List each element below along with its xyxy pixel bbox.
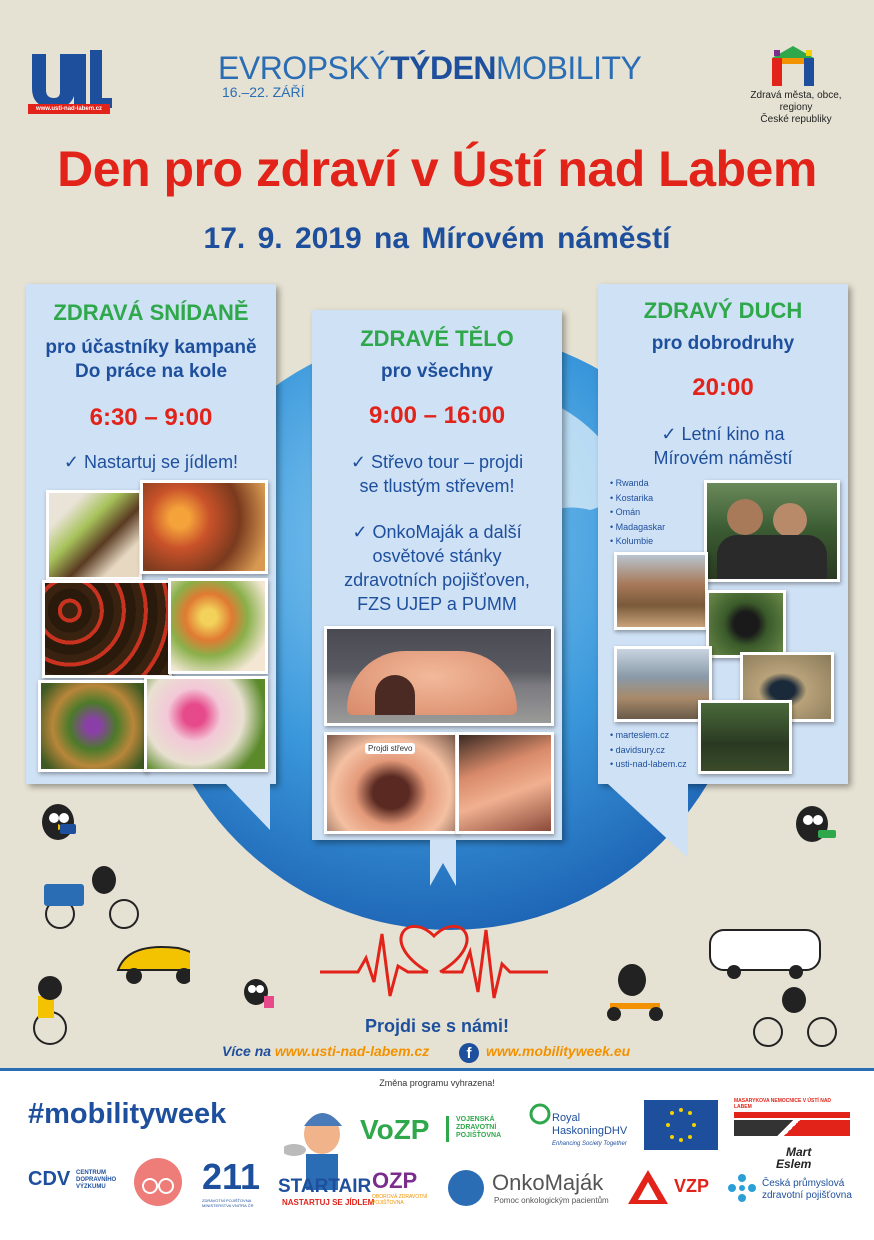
cta-walk-with-us: Projdi se s námi! xyxy=(364,1016,510,1036)
event-date-place: 17. 9. 2019 na Mírovém náměstí xyxy=(203,222,671,255)
doodle-bird-icon xyxy=(42,804,76,840)
ozp-text: OBOROVÁ ZDRAVOTNÍ POJIŠŤOVNA xyxy=(372,1194,428,1206)
body-item2-line1: ✓ OnkoMaják a další xyxy=(352,522,522,542)
vzp-icon xyxy=(626,1168,670,1206)
vzp-logo: VZP xyxy=(674,1176,710,1196)
spirit-title: ZDRAVÝ DUCH xyxy=(643,298,803,323)
cdv-logo: CDV xyxy=(28,1168,71,1190)
cdv-text: CENTRUM DOPRAVNÍHO VÝZKUMU xyxy=(76,1170,117,1190)
breakfast-item: ✓ Nastartuj se jídlem! xyxy=(63,452,239,472)
cargo-bike-icon xyxy=(44,866,138,928)
heartbeat-heart-icon xyxy=(318,912,550,1008)
photo-colon-inside xyxy=(456,732,554,834)
country-item: • Kostarika xyxy=(610,491,665,506)
photo-canyon xyxy=(614,552,708,630)
colon-sign-label: Projdi střevo xyxy=(365,743,415,754)
body-item2-line4: FZS UJEP a PUMM xyxy=(357,594,517,614)
country-item: • Madagaskar xyxy=(610,520,665,535)
bike-circle-icon xyxy=(134,1158,182,1206)
hashtag: #mobilityweek xyxy=(28,1098,227,1130)
spirit-link-list xyxy=(610,728,687,772)
usti-logo-url: www.usti-nad-labem.cz xyxy=(28,104,110,114)
breakfast-bubble-tail xyxy=(226,784,270,830)
breakfast-title: ZDRAVÁ SNÍDANĚ xyxy=(53,300,249,325)
spirit-item-line2: Mírovém náměstí xyxy=(653,448,793,468)
vozp-logo: VoZP xyxy=(360,1114,430,1145)
phone-bird-icon xyxy=(796,806,836,842)
country-item: • Rwanda xyxy=(610,476,665,491)
body-sub: pro všechny xyxy=(381,361,493,382)
facebook-icon[interactable]: f xyxy=(459,1043,479,1063)
link-item[interactable]: • usti-nad-labem.cz xyxy=(610,757,687,772)
link-item[interactable]: • marteslem.cz xyxy=(610,728,687,743)
more-info-prefix: Více na www.usti-nad-labem.cz xyxy=(222,1043,430,1059)
startair-sub: NASTARTUJ SE JÍDLEM xyxy=(282,1198,375,1207)
startair-logo: STARTAIR xyxy=(278,1176,372,1197)
onkomajak-icon xyxy=(448,1170,484,1206)
photo-jungle-guides xyxy=(698,700,792,774)
zdrava-mesta-text: Zdravá města, obce, regiony České republiky xyxy=(750,90,842,125)
country-item: • Omán xyxy=(610,505,665,520)
royal-haskoning-icon xyxy=(528,1102,552,1126)
spirit-item-line1: ✓ Letní kino na xyxy=(661,424,785,444)
bus-icon xyxy=(710,930,820,979)
link-mobilityweek[interactable]: www.mobilityweek.eu xyxy=(486,1043,631,1059)
breakfast-sub2: Do práce na kole xyxy=(74,361,228,382)
body-item2-line2: osvětové stánky xyxy=(372,546,502,566)
program-change-note: Změna programu vyhrazena! xyxy=(379,1078,495,1088)
ozp-logo: OZP xyxy=(372,1168,418,1193)
zp211-logo: 211 xyxy=(202,1156,261,1197)
photo-food-5 xyxy=(38,680,148,772)
country-item: • Kolumbie xyxy=(610,534,665,549)
photo-gorilla xyxy=(706,590,786,658)
zdrava-mesta-logo xyxy=(768,44,818,88)
royal-haskoning-logo: Royal HaskoningDHV Enhancing Society Together xyxy=(552,1112,628,1147)
body-time: 9:00 – 16:00 xyxy=(368,402,506,429)
eu-flag-icon xyxy=(644,1100,718,1150)
car-icon xyxy=(118,947,190,984)
spirit-sub: pro dobrodruhy xyxy=(651,333,795,354)
cpzp-icon xyxy=(726,1172,758,1204)
vozp-divider xyxy=(446,1116,449,1142)
photo-colon-entrance xyxy=(324,732,458,834)
scooter-icon xyxy=(607,964,663,1021)
breakfast-time: 6:30 – 9:00 xyxy=(89,404,213,431)
startair-mascot-icon xyxy=(284,1104,354,1234)
emw-logo: EVROPSKÝTÝDENMOBILITY xyxy=(218,50,642,86)
onkomajak-sub: Pomoc onkologickým pacientům xyxy=(494,1196,609,1205)
link-usti[interactable]: www.usti-nad-labem.cz xyxy=(274,1043,430,1059)
link-item[interactable]: • davidsury.cz xyxy=(610,743,687,758)
photo-adventurers xyxy=(704,480,840,582)
main-title: Den pro zdraví v Ústí nad Labem xyxy=(57,141,817,197)
photo-food-2 xyxy=(140,480,268,574)
photo-food-4 xyxy=(168,578,268,674)
body-item1-line1: ✓ Střevo tour – projdi xyxy=(350,452,524,472)
footer-divider xyxy=(0,1068,874,1071)
emw-date: 16.–22. ZÁŘÍ xyxy=(222,84,305,100)
spirit-country-list xyxy=(610,476,665,549)
zp211-sub: ZDRAVOTNÍ POJIŠŤOVNA MINISTERSTVA VNITRA ČR xyxy=(202,1198,254,1208)
masaryk-hospital-logo: MASARYKOVA NEMOCNICE V ÚSTÍ NAD LABEM xyxy=(734,1098,850,1138)
body-title: ZDRAVÉ TĚLO xyxy=(360,326,514,351)
cpzp-logo: Česká průmyslová zdravotní pojišťovna xyxy=(762,1178,852,1201)
photo-food-3 xyxy=(42,580,172,678)
breakfast-sub1: pro účastníky kampaně xyxy=(45,337,257,358)
body-bubble-tail-2 xyxy=(430,840,456,886)
doodle-characters-right xyxy=(590,800,850,1050)
mart-eslem-logo: Mart Eslem xyxy=(776,1145,812,1171)
spirit-time: 20:00 xyxy=(692,374,754,401)
photo-colon-tour xyxy=(324,626,554,726)
onkomajak-logo: OnkoMaják xyxy=(492,1170,604,1195)
photo-food-1 xyxy=(46,490,142,580)
vozp-text: VOJENSKÁ ZDRAVOTNÍ POJIŠŤOVNA xyxy=(456,1116,502,1139)
photo-food-6 xyxy=(144,676,268,772)
body-item1-line2: se tlustým střevem! xyxy=(359,476,515,496)
body-item2-line3: zdravotních pojišťoven, xyxy=(344,570,530,590)
